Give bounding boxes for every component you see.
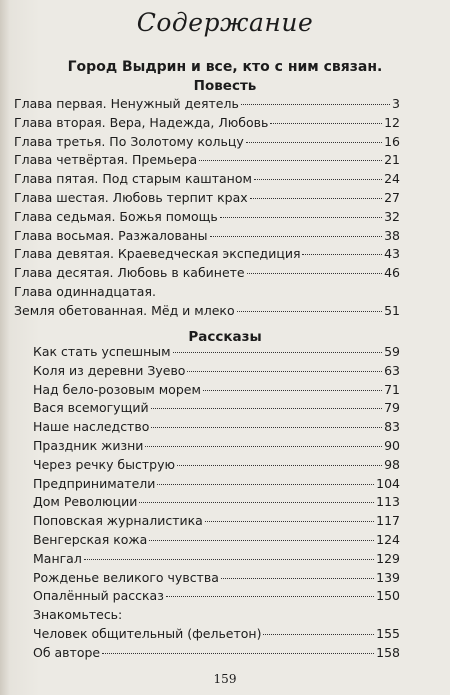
toc-entry-page: 16 [384,133,400,149]
toc-entry-page: 117 [376,513,400,529]
toc-entry-title: Глава первая. Ненужный деятель [14,96,239,111]
dot-leader [221,578,374,579]
toc-entry [33,550,400,569]
page-title: Содержание [136,8,314,37]
toc-entry-title: Мангал [33,550,82,566]
toc-entry [33,625,400,644]
dot-leader [173,352,383,353]
toc-entry-page: 3 [392,96,400,111]
dot-leader [237,311,383,312]
dot-leader [254,179,382,180]
toc-entry [14,208,400,227]
toc-entry [14,283,400,302]
toc-entry-title: Как стать успешным [33,344,171,359]
toc-entry-title: Глава одиннадцатая. [14,283,156,299]
toc-entry-title: Коля из деревни Зуево [33,362,186,378]
toc-entry-title: Глава десятая. Любовь в кабинете [14,265,245,281]
toc-entry [33,362,400,381]
toc-entry-page: 12 [384,114,400,130]
toc-entry-page: 21 [384,152,400,168]
toc-entry-title: Опалённый рассказ [33,588,164,604]
toc-entry [14,133,400,152]
toc-entry [14,114,400,133]
toc-entry-page: 24 [384,171,400,187]
toc-list-povest [14,95,400,321]
toc-entry [33,399,400,418]
toc-entry-title: Предприниматели [33,475,156,491]
toc-entry-title: Венгерская кожа [33,531,148,547]
toc-entry [14,95,400,114]
toc-entry [33,644,400,663]
toc-entry-title: Рожденье великого чувства [33,569,219,585]
toc-entry [14,170,400,189]
toc-entry-title: Глава шестая. Любовь терпит крах [14,189,248,205]
dot-leader [102,653,374,654]
dot-leader [84,559,374,560]
toc-entry-title: Вася всемогущий [33,400,149,416]
toc-entry [33,531,400,550]
dot-leader [145,446,382,447]
toc-entry-title: Через речку быструю [33,456,176,472]
toc-entry [33,475,400,494]
toc-entry-page: 27 [384,189,400,205]
toc-entry-title: Глава восьмая. Разжалованы [14,227,208,243]
toc-entry-title: Дом Революции [33,494,138,510]
toc-entry-page: 83 [384,419,400,435]
toc-entry-page: 150 [376,588,400,604]
toc-entry-page: 90 [384,437,400,453]
dot-leader [177,465,382,466]
dot-leader [187,371,382,372]
toc-list-rasskazy [33,343,400,663]
dot-leader [157,484,374,485]
page-number: 159 [213,672,237,686]
toc-entry-page: 104 [376,475,400,491]
toc-entry-title: Глава пятая. Под старым каштаном [14,171,252,187]
dot-leader [250,198,382,199]
toc-entry-title: Глава третья. По Золотому кольцу [14,133,244,149]
toc-entry [33,587,400,606]
section-heading-povest: Повесть [193,78,257,94]
toc-entry-page: 32 [384,208,400,224]
toc-entry-page: 158 [376,644,400,660]
toc-entry-page: 71 [384,381,400,397]
toc-entry [14,302,400,321]
dot-leader [270,123,382,124]
toc-entry-title: Об авторе [33,644,101,660]
dot-leader [210,236,383,237]
dot-leader [151,408,382,409]
toc-entry [33,569,400,588]
dot-leader [166,596,374,597]
toc-entry-title: Глава четвёртая. Премьера [14,152,198,168]
toc-entry-page: 38 [384,227,400,243]
toc-entry-title: Глава вторая. Вера, Надежда, Любовь [14,114,269,130]
toc-entry-page: 124 [376,531,400,547]
toc-entry-page: 98 [384,456,400,472]
toc-entry-page: 129 [376,550,400,566]
toc-entry-title: Знакомьтесь: [33,607,123,623]
toc-entry [33,437,400,456]
dot-leader [203,390,382,391]
toc-entry-page: 63 [384,362,400,378]
toc-entry-title: Земля обетованная. Мёд и млеко [14,302,235,318]
dot-leader [241,104,390,105]
toc-entry [14,151,400,170]
dot-leader [247,273,382,274]
toc-entry-title: Человек общительный (фельетон) [33,625,262,641]
toc-entry-page: 79 [384,400,400,416]
toc-entry [14,189,400,208]
toc-entry [33,343,400,362]
dot-leader [220,217,382,218]
toc-entry-title: Праздник жизни [33,437,144,453]
dot-leader [139,502,374,503]
book-title: Город Выдрин и все, кто с ним связан. [67,59,383,75]
toc-entry-title: Глава девятая. Краеведческая экспедиция [14,246,301,262]
toc-entry-page: 51 [384,302,400,318]
toc-entry-page: 46 [384,265,400,281]
toc-entry [33,418,400,437]
dot-leader [149,540,374,541]
toc-entry [33,381,400,400]
toc-entry-title: Глава седьмая. Божья помощь [14,208,218,224]
toc-entry-page: 43 [384,246,400,262]
toc-entry [33,606,400,625]
toc-entry [33,456,400,475]
toc-entry-page: 113 [376,494,400,510]
dot-leader [246,142,382,143]
toc-entry [33,493,400,512]
toc-entry [14,264,400,283]
toc-entry [33,512,400,531]
dot-leader [302,254,382,255]
section-heading-rasskazy: Рассказы [188,329,262,345]
toc-entry [14,227,400,246]
toc-entry-page: 155 [376,625,400,641]
toc-entry [14,245,400,264]
toc-entry-title: Над бело-розовым морем [33,381,201,397]
toc-entry-page: 59 [384,344,400,359]
dot-leader [151,427,382,428]
toc-entry-title: Поповская журналистика [33,513,203,529]
dot-leader [263,634,374,635]
dot-leader [205,521,374,522]
dot-leader [199,160,382,161]
toc-entry-title: Наше наследство [33,419,150,435]
toc-entry-page: 139 [376,569,400,585]
